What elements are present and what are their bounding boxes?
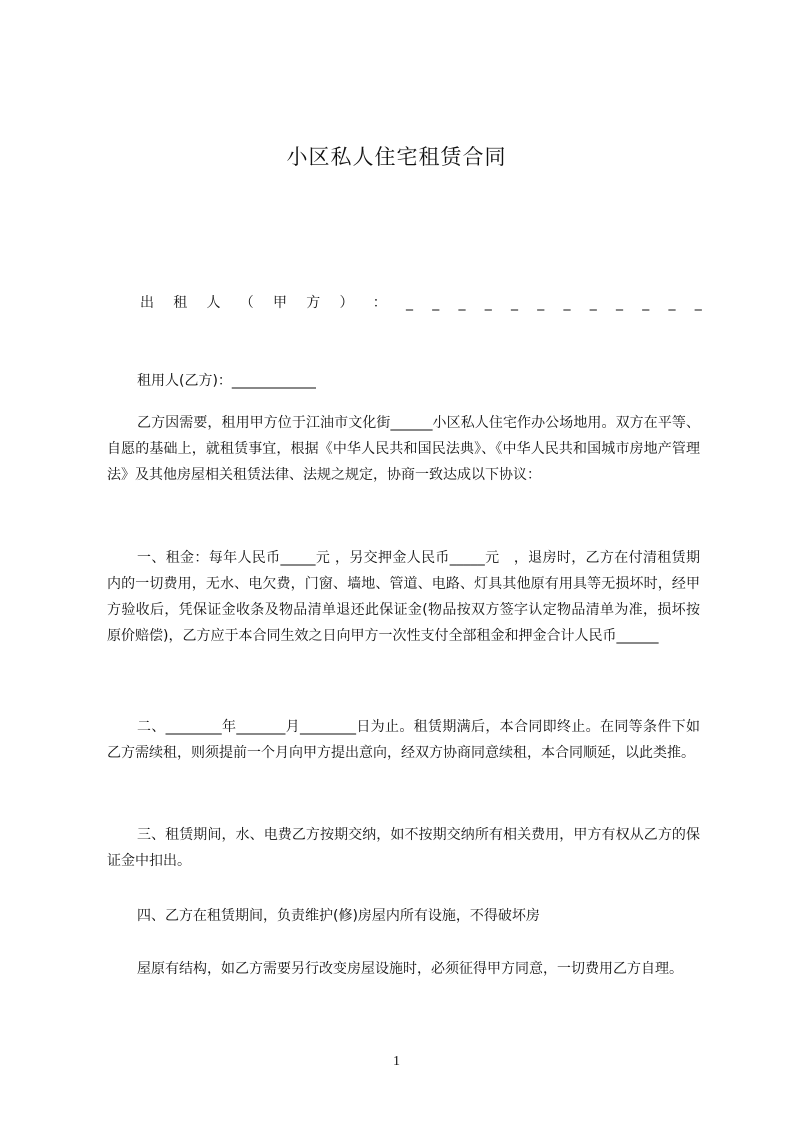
landlord-char: 出	[140, 295, 154, 311]
landlord-blank: _	[406, 295, 413, 311]
paragraph-intro: 乙方因需要，租用甲方位于江油市文化街______小区私人住宅作办公场地用。双方在平等、自愿的基础上，就租赁事宜，根据《中华人民共和国民法典》、《中华人民共和国城市房地产管理法》及其他房屋相关租赁法律、法规之规定，协商一致达成以下协议：	[107, 415, 700, 483]
landlord-blank: _	[484, 295, 492, 311]
paragraph-alterations: 屋原有结构，如乙方需要另行改变房屋设施时，必须征得甲方同意，一切费用乙方自理。	[137, 961, 683, 977]
landlord-char: 甲	[273, 295, 287, 311]
landlord-blank: _	[511, 295, 518, 311]
landlord-blank: _	[694, 295, 702, 311]
landlord-char: 人	[206, 295, 221, 311]
landlord-blank: _	[537, 295, 545, 311]
landlord-blank: _	[668, 295, 676, 311]
landlord-char: ）	[339, 295, 354, 311]
contract-title: 小区私人住宅租赁合同	[286, 145, 507, 169]
landlord-line	[140, 292, 702, 314]
landlord-char: ：	[372, 295, 387, 311]
paragraph-maintenance: 四、乙方在租赁期间，负责维护(修)房屋内所有设施，不得破坏房	[137, 908, 540, 924]
paragraph-rent: 一、租金：每年人民币_____元 ，另交押金人民币_____元 ，退房时，乙方在付清租赁期内的一切费用，无水、电欠费，门窗、墙地、管道、电路、灯具其他原有用具等无损坏时，经甲方验收后，凭保证金收条及物品清单退还此保证金(物品按双方签字认定物品清单为准，损坏按原价赔偿)，乙方应于本合同生效之日向甲方一次性支付全部租金和押金合计人民币______	[107, 550, 700, 644]
landlord-blank: _	[432, 295, 440, 311]
tenant-line: 租用人(乙方)：____________	[137, 373, 316, 389]
paragraph-utilities: 三、租赁期间，水、电费乙方按期交纳，如不按期交纳所有相关费用，甲方有权从乙方的保证金中扣出。	[107, 827, 700, 869]
landlord-blank: _	[563, 295, 571, 311]
landlord-blank: _	[589, 295, 597, 311]
landlord-blank: _	[616, 295, 623, 311]
landlord-blank: _	[642, 295, 650, 311]
landlord-char: （	[239, 295, 254, 311]
paragraph-term: 二、________年_______月________日为止。租赁期满后，本合同即终止。在同等条件下如乙方需续租，则须提前一个月向甲方提出意向，经双方协商同意续租，本合同顺延，以此类推。	[107, 719, 700, 761]
landlord-char: 租	[173, 295, 188, 311]
landlord-blank: _	[458, 295, 466, 311]
page-number: 1	[393, 1054, 400, 1069]
landlord-char: 方	[306, 295, 321, 311]
